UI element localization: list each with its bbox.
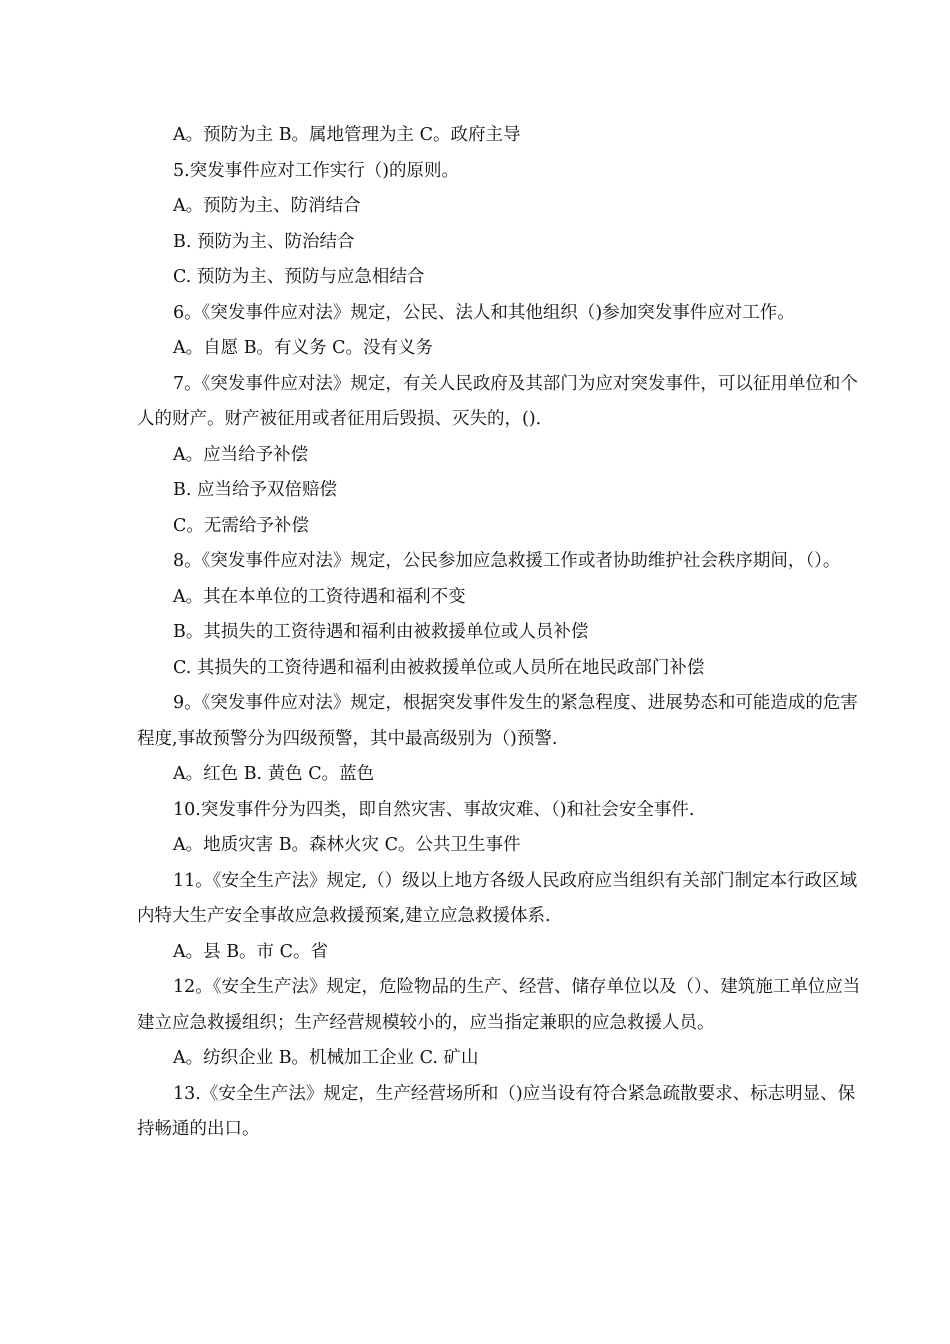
option-line: C。无需给予补偿 [173,515,309,536]
question-line: 12。《安全生产法》规定，危险物品的生产、经营、储存单位以及（）、建筑施工单位应当建立应急救援组织；生产经营规模较小的，应当指定兼职的应急救援人员。 [137,977,861,1033]
option-line: A。其在本单位的工资待遇和福利不变 [173,586,466,607]
option-line: B. 应当给予双倍赔偿 [173,480,337,500]
option-line: A。红色 B. 黄色 C。蓝色 [173,764,375,784]
option-line: B. 预防为主、防治结合 [173,231,355,252]
document-body [137,118,862,1148]
question-line: 6。《突发事件应对法》规定，公民、法人和其他组织（)参加突发事件应对工作。 [173,302,795,323]
question-line: 13.《安全生产法》规定，生产经营场所和（)应当设有符合紧急疏散要求、标志明显、保持畅通的出口。 [137,1083,856,1139]
question-line: 7。《突发事件应对法》规定，有关人民政府及其部门为应对突发事件，可以征用单位和个人的财产。财产被征用或者征用后毁损、灭失的，()． [137,373,858,429]
question-line: 8。《突发事件应对法》规定，公民参加应急救援工作或者协助维护社会秩序期间，（）。 [173,551,841,571]
option-line: A。预防为主、防消结合 [173,196,361,216]
option-line: A。地质灾害 B。森林火灾 C。公共卫生事件 [173,835,521,855]
option-line: A。预防为主 B。属地管理为主 C。政府主导 [173,125,521,145]
question-line: 9。《突发事件应对法》规定，根据突发事件发生的紧急程度、进展势态和可能造成的危害程度,事故预警分为四级预警，其中最高级别为（)预警. [137,693,858,749]
option-line: C. 其损失的工资待遇和福利由被救援单位或人员所在地民政部门补偿 [173,657,705,678]
question-line: 5.突发事件应对工作实行（)的原则。 [173,160,460,181]
question-line: 10.突发事件分为四类，即自然灾害、事故灾难、（)和社会安全事件. [173,799,695,820]
option-line: A。自愿 B。有义务 C。没有义务 [173,338,434,358]
option-line: A。县 B。市 C。省 [173,941,329,962]
option-line: B。其损失的工资待遇和福利由被救援单位或人员补偿 [173,622,589,642]
option-line: A。纺织企业 B。机械加工企业 C. 矿山 [173,1048,479,1068]
question-line: 11。《安全生产法》规定,（）级以上地方各级人民政府应当组织有关部门制定本行政区域内特大生产安全事故应急救援预案,建立应急救援体系. [137,870,858,926]
option-line: A。应当给予补偿 [173,444,309,465]
option-line: C. 预防为主、预防与应急相结合 [173,267,425,287]
